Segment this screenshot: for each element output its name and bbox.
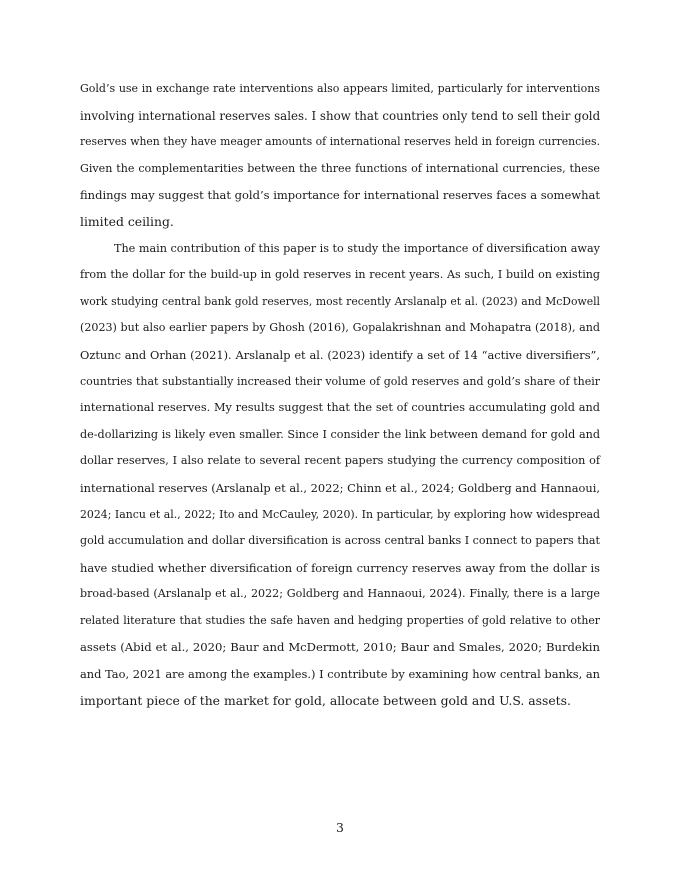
text-line: Given the complementarities between the three functions of international currencies, these xyxy=(80,161,600,175)
text-line: international reserves. My results suggest that the set of countries accumulating gold and xyxy=(80,401,600,415)
text-line: broad-based (Arslanalp et al., 2022; Goldberg and Hannaoui, 2024). Finally, there is a large xyxy=(80,587,600,601)
text-line: countries that substantially increased their volume of gold reserves and gold’s share of their xyxy=(80,374,600,388)
text-line: related literature that studies the safe haven and hedging properties of gold relative to other xyxy=(80,613,600,627)
page-number: 3 xyxy=(336,820,344,835)
text-line: limited ceiling. xyxy=(80,213,174,229)
text-line: Gold’s use in exchange rate interventions also appears limited, particularly for interventions xyxy=(80,82,600,95)
paragraph-1 xyxy=(80,76,600,236)
text-line: (2023) but also earlier papers by Ghosh (2016), Gopalakrishnan and Mohapatra (2018), and xyxy=(80,321,600,335)
text-line: The main contribution of this paper is to study the importance of diversification away xyxy=(114,241,600,255)
paragraph-2 xyxy=(80,236,600,715)
text-line: involving international reserves sales. I show that countries only tend to sell their gold xyxy=(80,108,601,123)
body-text xyxy=(80,76,600,714)
text-line: assets (Abid et al., 2020; Baur and McDermott, 2010; Baur and Smales, 2020; Burdekin xyxy=(80,640,600,655)
text-line: important piece of the market for gold, allocate between gold and U.S. assets. xyxy=(80,692,571,708)
text-line: Oztunc and Orhan (2021). Arslanalp et al. (2023) identify a set of 14 “active diversifiers”, xyxy=(80,347,600,362)
text-line: have studied whether diversification of foreign currency reserves away from the dollar is xyxy=(80,560,600,575)
text-line: reserves when they have meager amounts of international reserves held in foreign currencies. xyxy=(80,135,600,149)
text-line: gold accumulation and dollar diversification is across central banks I connect to papers that xyxy=(80,534,600,548)
text-line: findings may suggest that gold’s importance for international reserves faces a somewhat xyxy=(80,188,600,203)
text-line: work studying central bank gold reserves, most recently Arslanalp et al. (2023) and McDowell xyxy=(80,294,600,308)
text-line: de-dollarizing is likely even smaller. Since I consider the link between demand for gold and xyxy=(80,427,600,441)
text-line: and Tao, 2021 are among the examples.) I contribute by examining how central banks, an xyxy=(80,667,600,682)
text-line: from the dollar for the build-up in gold reserves in recent years. As such, I build on existing xyxy=(80,268,600,282)
text-line: international reserves (Arslanalp et al., 2022; Chinn et al., 2024; Goldberg and Hannaoui, xyxy=(80,480,600,495)
text-line: dollar reserves, I also relate to several recent papers studying the currency composition of xyxy=(80,454,600,468)
text-line: 2024; Iancu et al., 2022; Ito and McCauley, 2020). In particular, by exploring how widespread xyxy=(80,507,600,521)
